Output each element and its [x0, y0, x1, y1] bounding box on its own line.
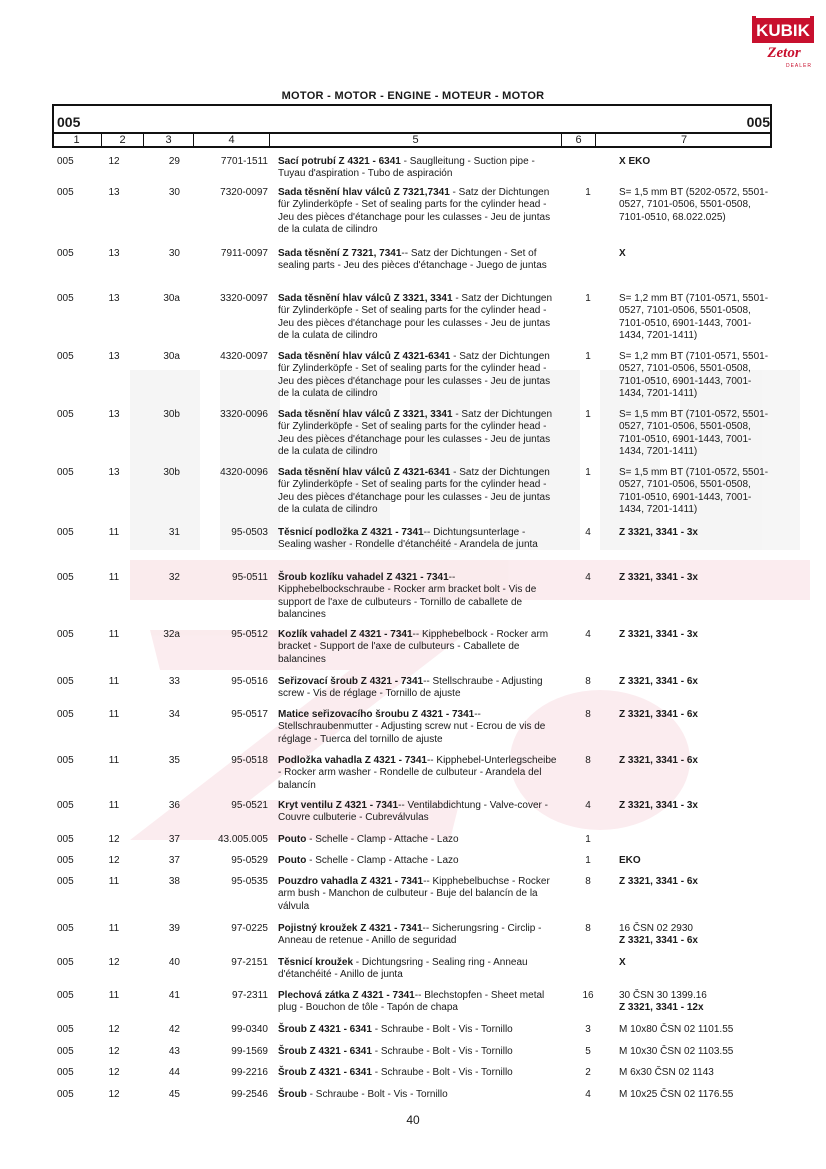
cell-description	[278, 1067, 558, 1079]
cell-note	[619, 990, 774, 1015]
part-name: Pouto	[278, 834, 307, 845]
part-name: Sada těsnění hlav válců Z 3321, 3341	[278, 409, 453, 420]
cell-note	[619, 1089, 774, 1101]
cell-position: 36	[168, 800, 180, 811]
cell-position: 30	[168, 248, 180, 259]
cell-group: 005	[57, 187, 74, 198]
part-name: Sada těsnění hlav válců Z 7321,7341	[278, 187, 450, 198]
part-name: Těsnicí kroužek	[278, 957, 354, 968]
cell-quantity: 1	[585, 187, 591, 198]
cell-position: 30a	[163, 351, 180, 362]
cell-subgroup: 11	[108, 527, 120, 538]
cell-group: 005	[57, 990, 74, 1001]
part-name: Kozlík vahadel Z 4321 - 7341	[278, 629, 413, 640]
cell-part-number: 99-2546	[231, 1089, 268, 1100]
cell-quantity: 4	[585, 1089, 591, 1100]
part-name: Sací potrubí Z 4321 - 6341	[278, 156, 401, 167]
note-bold: Z 3321, 3341 - 6x	[619, 935, 698, 947]
cell-position: 41	[168, 990, 180, 1001]
cell-position: 34	[168, 709, 180, 720]
note-text: S= 1,5 mm BT (5202-0572, 5501-0527, 7101-0506, 5501-0508, 7101-0510, 68.022.025)	[619, 187, 769, 223]
cell-quantity: 1	[585, 834, 591, 845]
cell-quantity: 16	[582, 990, 594, 1001]
note-text: M 10x25 ČSN 02 1176.55	[619, 1089, 734, 1100]
cell-subgroup: 12	[108, 1067, 120, 1078]
cell-group: 005	[57, 629, 74, 640]
cell-part-number: 7701-1511	[220, 156, 268, 167]
cell-description	[278, 248, 558, 273]
cell-note	[619, 351, 774, 401]
cell-note	[619, 187, 774, 224]
cell-part-number: 95-0512	[231, 629, 268, 640]
cell-description	[278, 834, 558, 846]
cell-note	[619, 876, 774, 888]
cell-part-number: 4320-0096	[220, 467, 268, 478]
cell-note	[619, 709, 774, 721]
part-translations: - Satz der Dichtungen für Zylinderköpfe - Set of sealing parts for the cylinder head - Jeu des pièces d'étanchage pour les culasses - Jeu de juntas de la culata de cilindro	[278, 293, 553, 342]
note-bold: Z 3321, 3341 - 3x	[619, 527, 698, 538]
cell-part-number: 97-2311	[232, 990, 268, 1001]
part-name: Pouto	[278, 855, 307, 866]
cell-note	[619, 293, 774, 343]
cell-part-number: 95-0516	[231, 676, 268, 687]
cell-quantity: 8	[585, 755, 591, 766]
part-name: Sada těsnění hlav válců Z 4321-6341	[278, 351, 451, 362]
cell-subgroup: 12	[108, 1046, 120, 1057]
part-name: Šroub Z 4321 - 6341	[278, 1067, 372, 1078]
note-bold: Z 3321, 3341 - 12x	[619, 1002, 704, 1014]
cell-description	[278, 990, 558, 1015]
cell-subgroup: 13	[108, 409, 120, 420]
note-bold: Z 3321, 3341 - 6x	[619, 676, 698, 687]
part-translations: -- Kipphebel-Unterlegscheibe - Rocker arm washer - Rondelle de culbuteur - Arandela del balancín	[278, 755, 557, 791]
cell-group: 005	[57, 1046, 74, 1057]
cell-subgroup: 12	[108, 855, 120, 866]
cell-note	[619, 800, 774, 812]
cell-quantity: 8	[585, 876, 591, 887]
note-bold: Z 3321, 3341 - 6x	[619, 755, 698, 766]
part-name: Pouzdro vahadla Z 4321 - 7341	[278, 876, 424, 887]
cell-subgroup: 11	[108, 755, 120, 766]
part-translations: -- Ventilabdichtung - Valve-cover - Couvre culbuterie - Cubreválvulas	[278, 800, 548, 824]
page-title: MOTOR - MOTOR - ENGINE - MOTEUR - MOTOR	[281, 90, 545, 102]
cell-group: 005	[57, 709, 74, 720]
cell-description	[278, 855, 558, 867]
cell-position: 33	[168, 676, 180, 687]
cell-quantity: 1	[585, 293, 591, 304]
cell-part-number: 99-0340	[231, 1024, 268, 1035]
cell-part-number: 95-0535	[231, 876, 268, 887]
cell-position: 43	[168, 1046, 180, 1057]
cell-quantity: 1	[585, 855, 591, 866]
cell-part-number: 97-2151	[231, 957, 268, 968]
cell-quantity: 1	[585, 467, 591, 478]
cell-subgroup: 11	[108, 876, 120, 887]
part-name: Šroub Z 4321 - 6341	[278, 1046, 372, 1057]
cell-description	[278, 1024, 558, 1036]
part-name: Těsnicí podložka Z 4321 - 7341	[278, 527, 424, 538]
cell-part-number: 43.005.005	[217, 834, 268, 845]
cell-part-number: 3320-0097	[220, 293, 268, 304]
cell-note	[619, 957, 774, 969]
cell-position: 30a	[163, 293, 180, 304]
note-text: M 10x80 ČSN 02 1101.55	[619, 1024, 734, 1035]
cell-group: 005	[57, 755, 74, 766]
cell-subgroup: 11	[108, 629, 120, 640]
part-translations: -- Dichtungsunterlage - Sealing washer - Rondelle d'étanchéité - Arandela de junta	[278, 527, 538, 551]
cell-group: 005	[57, 1067, 74, 1078]
cell-note	[619, 629, 774, 641]
cell-subgroup: 12	[108, 1089, 120, 1100]
cell-description	[278, 876, 558, 913]
note-text: M 10x30 ČSN 02 1103.55	[619, 1046, 734, 1057]
cell-position: 37	[168, 834, 180, 845]
cell-quantity: 4	[585, 800, 591, 811]
part-translations: - Satz der Dichtungen für Zylinderköpfe - Set of sealing parts for the cylinder head - Jeu des pièces d'étanchage pour les culasses - Jeu de juntas de la culata de cilindro	[278, 409, 553, 458]
cell-group: 005	[57, 876, 74, 887]
cell-part-number: 7320-0097	[220, 187, 268, 198]
cell-note	[619, 755, 774, 767]
logo-brand: KUBIK	[752, 16, 814, 43]
cell-position: 35	[168, 755, 180, 766]
column-header-6: 6	[562, 134, 596, 146]
note-bold: Z 3321, 3341 - 6x	[619, 709, 698, 720]
cell-position: 44	[168, 1067, 180, 1078]
part-translations: -- Stellschraubenmutter - Adjusting screw nut - Ecrou de vis de réglage - Tuerca del tornillo de ajuste	[278, 709, 546, 745]
part-translations: - Schelle - Clamp - Attache - Lazo	[306, 834, 459, 845]
part-name: Šroub	[278, 1089, 307, 1100]
part-translations: -- Stellschraube - Adjusting screw - Vis de réglage - Tornillo de ajuste	[278, 676, 543, 700]
note-text: 30 ČSN 30 1399.16	[619, 990, 707, 1001]
note-text: 16 ČSN 02 2930	[619, 923, 693, 934]
cell-note	[619, 409, 774, 459]
cell-group: 005	[57, 527, 74, 538]
part-translations: -- Blechstopfen - Sheet metal plug - Bouchon de tôle - Tapón de chapa	[278, 990, 545, 1014]
cell-subgroup: 11	[108, 800, 120, 811]
cell-subgroup: 13	[108, 351, 120, 362]
note-bold: EKO	[619, 855, 641, 866]
note-text: S= 1,2 mm BT (7101-0571, 5501-0527, 7101-0506, 5501-0508, 7101-0510, 6901-1443, 7001-1434, 7201-1411)	[619, 293, 769, 342]
cell-part-number: 95-0521	[231, 800, 268, 811]
cell-note	[619, 1024, 774, 1036]
cell-quantity: 8	[585, 923, 591, 934]
cell-note	[619, 923, 774, 948]
cell-quantity: 4	[585, 527, 591, 538]
cell-note	[619, 1046, 774, 1058]
cell-subgroup: 13	[108, 187, 120, 198]
cell-description	[278, 957, 558, 982]
cell-note	[619, 467, 774, 517]
cell-group: 005	[57, 293, 74, 304]
cell-position: 30b	[163, 467, 180, 478]
cell-part-number: 95-0511	[232, 572, 268, 583]
cell-quantity: 3	[585, 1024, 591, 1035]
cell-group: 005	[57, 1089, 74, 1100]
cell-quantity: 1	[585, 351, 591, 362]
cell-part-number: 7911-0097	[220, 248, 268, 259]
cell-description	[278, 572, 558, 622]
cell-group: 005	[57, 676, 74, 687]
part-name: Pojistný kroužek Z 4321 - 7341	[278, 923, 423, 934]
section-code-left: 005	[57, 114, 81, 130]
part-translations: - Sauglleitung - Suction pipe - Tuyau d'aspiration - Tubo de aspiración	[278, 156, 535, 180]
cell-subgroup: 11	[108, 709, 120, 720]
cell-position: 30	[168, 187, 180, 198]
cell-part-number: 95-0517	[231, 709, 268, 720]
logo-sub: Zetor	[767, 45, 801, 61]
part-name: Kryt ventilu Z 4321 - 7341	[278, 800, 399, 811]
cell-description	[278, 629, 558, 666]
part-translations: - Schelle - Clamp - Attache - Lazo	[306, 855, 459, 866]
cell-group: 005	[57, 834, 74, 845]
part-translations: -- Kipphebelbock - Rocker arm bracket - Support de l'axe de culbuteurs - Caballete de balancines	[278, 629, 549, 665]
part-translations: - Schraube - Bolt - Vis - Tornillo	[371, 1024, 513, 1035]
part-translations: - Schraube - Bolt - Vis - Tornillo	[371, 1067, 513, 1078]
cell-part-number: 97-0225	[231, 923, 268, 934]
part-translations: -- Kipphebelbuchse - Rocker arm bush - Manchon de culbuteur - Buje del balancín de la válvula	[278, 876, 550, 912]
cell-group: 005	[57, 248, 74, 259]
cell-position: 37	[168, 855, 180, 866]
note-text: M 6x30 ČSN 02 1143	[619, 1067, 714, 1078]
note-bold: Z 3321, 3341 - 6x	[619, 876, 698, 887]
cell-description	[278, 293, 558, 343]
cell-quantity: 1	[585, 409, 591, 420]
cell-quantity: 4	[585, 629, 591, 640]
cell-note	[619, 248, 774, 260]
note-text: S= 1,5 mm BT (7101-0572, 5501-0527, 7101-0506, 5501-0508, 7101-0510, 6901-1443, 7001-1434, 7201-1411)	[619, 467, 769, 516]
part-name: Šroub Z 4321 - 6341	[278, 1024, 372, 1035]
part-name: Šroub kozlíku vahadel Z 4321 - 7341	[278, 572, 449, 583]
part-name: Sada těsnění hlav válců Z 4321-6341	[278, 467, 451, 478]
cell-position: 32	[168, 572, 180, 583]
cell-part-number: 99-2216	[231, 1067, 268, 1078]
cell-position: 39	[168, 923, 180, 934]
cell-description	[278, 467, 558, 517]
part-translations: -- Satz der Dichtungen - Set of sealing parts - Jeu des pièces d'étanchage - Juego de juntas	[278, 248, 547, 272]
note-text: S= 1,5 mm BT (7101-0572, 5501-0527, 7101-0506, 5501-0508, 7101-0510, 6901-1443, 7001-1434, 7201-1411)	[619, 409, 769, 458]
cell-part-number: 95-0503	[231, 527, 268, 538]
cell-group: 005	[57, 156, 74, 167]
part-name: Seřizovací šroub Z 4321 - 7341	[278, 676, 424, 687]
part-translations: - Satz der Dichtungen für Zylinderköpfe - Set of sealing parts for the cylinder head - Jeu des pièces d'étanchage pour les culasses - Jeu de juntas de la culata de cilindro	[278, 467, 551, 516]
part-translations: - Schraube - Bolt - Vis - Tornillo	[306, 1089, 448, 1100]
cell-part-number: 3320-0096	[220, 409, 268, 420]
part-name: Sada těsnění hlav válců Z 3321, 3341	[278, 293, 453, 304]
column-header-4: 4	[194, 134, 270, 146]
cell-group: 005	[57, 923, 74, 934]
part-translations: - Satz der Dichtungen für Zylinderköpfe - Set of sealing parts for the cylinder head - Jeu des pièces d'étanchage pour les culasses - Jeu de juntas de la culata de cilindro	[278, 187, 551, 236]
cell-description	[278, 409, 558, 459]
cell-group: 005	[57, 957, 74, 968]
cell-description	[278, 351, 558, 401]
cell-group: 005	[57, 351, 74, 362]
cell-description	[278, 1046, 558, 1058]
cell-subgroup: 11	[108, 676, 120, 687]
cell-description	[278, 800, 558, 825]
cell-position: 45	[168, 1089, 180, 1100]
cell-note	[619, 572, 774, 584]
note-bold: X	[619, 957, 626, 968]
part-translations: - Satz der Dichtungen für Zylinderköpfe - Set of sealing parts for the cylinder head - Jeu des pièces d'étanchage pour les culasses - Jeu de juntas de la culata de cilindro	[278, 351, 551, 400]
cell-subgroup: 13	[108, 467, 120, 478]
logo-tag: DEALER	[785, 63, 812, 69]
part-translations: -- Sicherungsring - Circlip - Anneau de retenue - Anillo de seguridad	[278, 923, 542, 947]
cell-description	[278, 923, 558, 948]
cell-subgroup: 13	[108, 293, 120, 304]
cell-position: 32a	[163, 629, 180, 640]
part-name: Plechová zátka Z 4321 - 7341	[278, 990, 415, 1001]
cell-subgroup: 12	[108, 156, 120, 167]
cell-part-number: 4320-0097	[220, 351, 268, 362]
part-translations: - Dichtungsring - Sealing ring - Anneau d'étanchéité - Anillo de junta	[278, 957, 528, 981]
page-number: 40	[406, 1113, 420, 1127]
cell-part-number: 95-0529	[231, 855, 268, 866]
cell-note	[619, 156, 774, 168]
cell-group: 005	[57, 572, 74, 583]
cell-position: 40	[168, 957, 180, 968]
part-name: Sada těsnění Z 7321, 7341	[278, 248, 402, 259]
cell-quantity: 2	[585, 1067, 591, 1078]
part-translations: - Schraube - Bolt - Vis - Tornillo	[371, 1046, 513, 1057]
cell-position: 38	[168, 876, 180, 887]
cell-part-number: 99-1569	[231, 1046, 268, 1057]
note-bold: Z 3321, 3341 - 3x	[619, 572, 698, 583]
cell-group: 005	[57, 409, 74, 420]
cell-subgroup: 12	[108, 834, 120, 845]
cell-quantity: 5	[585, 1046, 591, 1057]
note-bold: X EKO	[619, 156, 651, 167]
cell-position: 31	[168, 527, 180, 538]
cell-group: 005	[57, 800, 74, 811]
cell-quantity: 8	[585, 676, 591, 687]
cell-description	[278, 1089, 558, 1101]
note-bold: Z 3321, 3341 - 3x	[619, 629, 698, 640]
cell-subgroup: 11	[108, 923, 120, 934]
cell-description	[278, 187, 558, 237]
cell-position: 30b	[163, 409, 180, 420]
cell-quantity: 8	[585, 709, 591, 720]
cell-group: 005	[57, 1024, 74, 1035]
cell-position: 29	[168, 156, 180, 167]
column-header-7: 7	[680, 134, 688, 146]
column-header-2: 2	[102, 134, 144, 146]
cell-note	[619, 1067, 774, 1079]
part-translations: -- Kipphebelbockschraube - Rocker arm bracket bolt - Vis de support de l'axe de culbuteurs - Tornillo de caballete de balancines	[278, 572, 537, 621]
cell-quantity: 4	[585, 572, 591, 583]
cell-part-number: 95-0518	[231, 755, 268, 766]
column-header-row	[52, 132, 772, 148]
note-bold: X	[619, 248, 626, 259]
cell-note	[619, 855, 774, 867]
cell-note	[619, 527, 774, 539]
note-bold: Z 3321, 3341 - 3x	[619, 800, 698, 811]
cell-description	[278, 709, 558, 746]
column-header-5: 5	[270, 134, 562, 146]
note-text: S= 1,2 mm BT (7101-0571, 5501-0527, 7101-0506, 5501-0508, 7101-0510, 6901-1443, 7001-1434, 7201-1411)	[619, 351, 769, 400]
cell-description	[278, 676, 558, 701]
column-header-3: 3	[144, 134, 194, 146]
cell-group: 005	[57, 855, 74, 866]
cell-description	[278, 527, 558, 552]
part-name: Podložka vahadla Z 4321 - 7341	[278, 755, 427, 766]
part-name: Matice seřizovacího šroubu Z 4321 - 7341	[278, 709, 475, 720]
cell-subgroup: 11	[108, 572, 120, 583]
kubik-zetor-logo	[752, 14, 814, 72]
cell-position: 42	[168, 1024, 180, 1035]
cell-subgroup: 12	[108, 1024, 120, 1035]
cell-subgroup: 11	[108, 990, 120, 1001]
column-header-1: 1	[52, 134, 102, 146]
cell-group: 005	[57, 467, 74, 478]
cell-subgroup: 13	[108, 248, 120, 259]
cell-subgroup: 12	[108, 957, 120, 968]
cell-description	[278, 156, 558, 181]
cell-description	[278, 755, 558, 792]
cell-note	[619, 676, 774, 688]
section-code-right: 005	[746, 114, 770, 130]
